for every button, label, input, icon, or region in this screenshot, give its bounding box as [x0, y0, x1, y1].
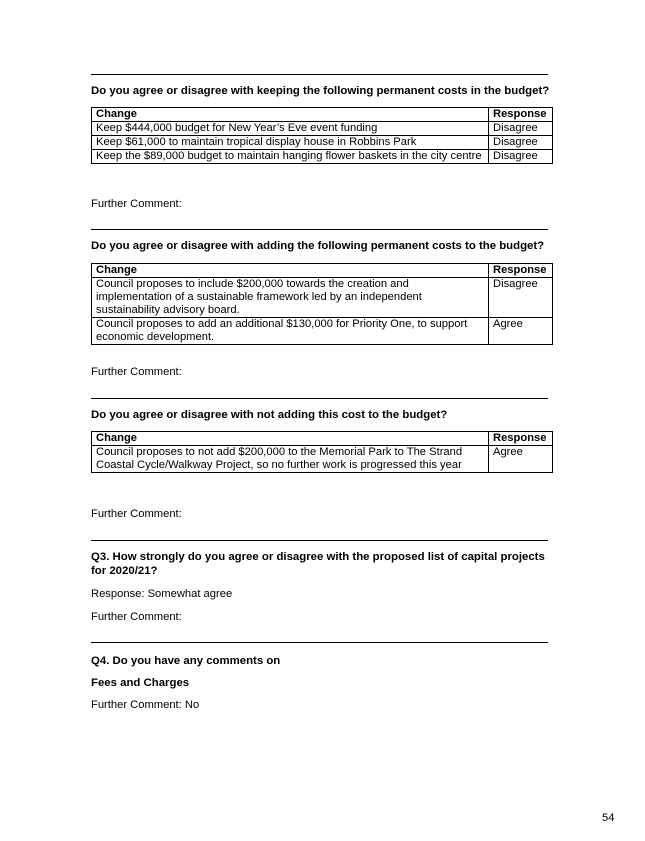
response-table — [91, 431, 553, 473]
response-table — [91, 107, 553, 164]
table-row — [92, 136, 553, 150]
further-comment: Further Comment: — [91, 198, 182, 210]
response-cell: Agree — [489, 318, 553, 345]
change-cell: Council proposes to include $200,000 towards the creation and implementation of a sustainable framework led by an independent sustainability advisory board. — [92, 278, 489, 318]
question-heading: Do you agree or disagree with keeping the following permanent costs in the budget? — [91, 85, 550, 97]
response-cell: Disagree — [489, 150, 553, 164]
further-comment: Further Comment: — [91, 611, 182, 623]
table-row — [92, 278, 553, 318]
response-table — [91, 263, 553, 345]
question-heading: Do you agree or disagree with not adding this cost to the budget? — [91, 409, 448, 421]
divider — [91, 74, 548, 75]
response-cell: Disagree — [489, 136, 553, 150]
q4-subheading: Fees and Charges — [91, 677, 190, 689]
table-row — [92, 318, 553, 345]
response-cell: Disagree — [489, 122, 553, 136]
change-cell: Council proposes to not add $200,000 to the Memorial Park to The Strand Coastal Cycle/Walkway Project, so no further work is progressed this year — [92, 446, 489, 473]
change-cell: Keep the $89,000 budget to maintain hanging flower baskets in the city centre — [92, 150, 489, 164]
page-number: 54 — [602, 812, 615, 824]
q3-response: Response: Somewhat agree — [91, 588, 233, 600]
divider — [91, 229, 548, 230]
divider — [91, 398, 548, 399]
table-header-row — [92, 108, 553, 122]
q3-heading: Q3. How strongly do you agree or disagree with the proposed list of capital projects for 2020/21? — [91, 551, 545, 577]
header-response: Response — [489, 264, 553, 278]
table-row — [92, 446, 553, 473]
further-comment: Further Comment: — [91, 508, 182, 520]
header-response: Response — [489, 108, 553, 122]
change-cell: Council proposes to add an additional $130,000 for Priority One, to support economic development. — [92, 318, 489, 345]
header-response: Response — [489, 432, 553, 446]
further-comment: Further Comment: — [91, 366, 182, 378]
header-change: Change — [92, 264, 489, 278]
change-cell: Keep $444,000 budget for New Year’s Eve event funding — [92, 122, 489, 136]
table-row — [92, 122, 553, 136]
response-cell: Disagree — [489, 278, 553, 318]
table-header-row — [92, 432, 553, 446]
table-header-row — [92, 264, 553, 278]
q4-heading: Q4. Do you have any comments on — [91, 655, 281, 667]
divider — [91, 642, 548, 643]
response-cell: Agree — [489, 446, 553, 473]
change-cell: Keep $61,000 to maintain tropical display house in Robbins Park — [92, 136, 489, 150]
header-change: Change — [92, 432, 489, 446]
table-row — [92, 150, 553, 164]
further-comment: Further Comment: No — [91, 699, 200, 711]
question-heading: Do you agree or disagree with adding the following permanent costs to the budget? — [91, 240, 545, 252]
divider — [91, 540, 548, 541]
header-change: Change — [92, 108, 489, 122]
